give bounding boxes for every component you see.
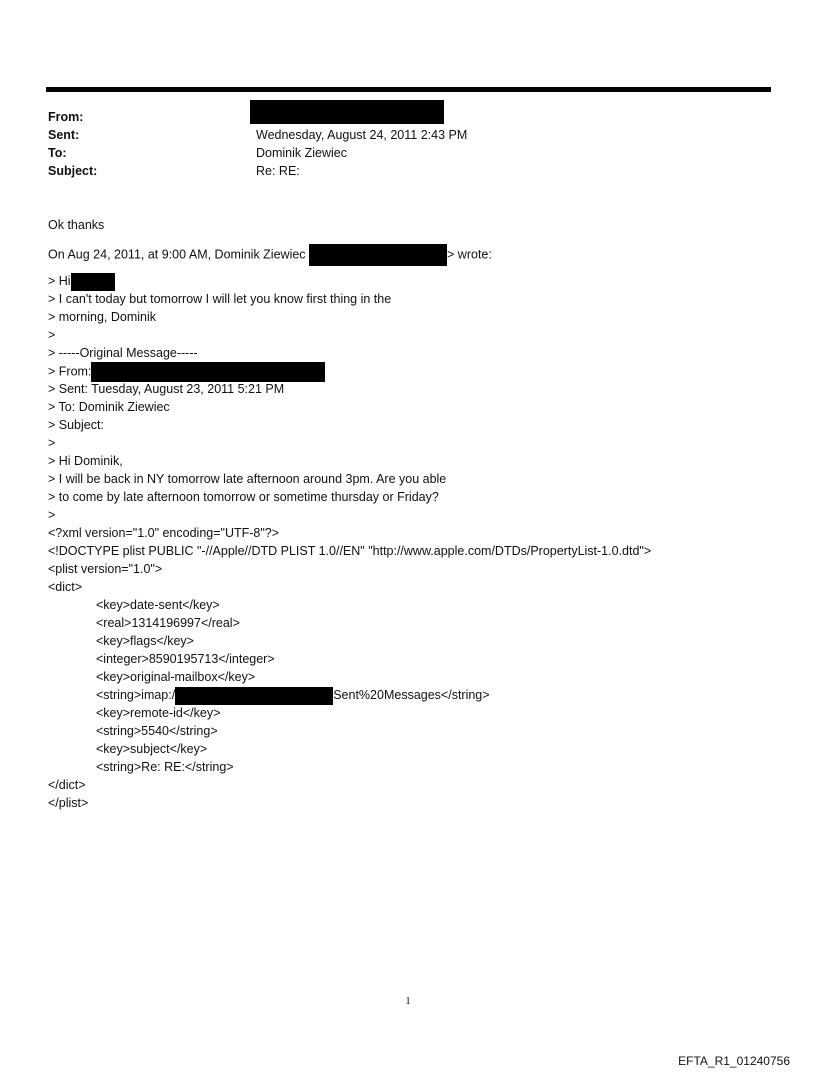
- plist-line: <key>flags</key>: [96, 634, 194, 648]
- plist-mailbox-post: Sent%20Messages</string>: [333, 688, 490, 702]
- quote-line: > to come by late afternoon tomorrow or sometime thursday or Friday?: [48, 490, 439, 504]
- plist-line: </dict>: [48, 778, 86, 792]
- plist-line: <plist version="1.0">: [48, 562, 163, 576]
- quote-line: >: [48, 328, 56, 342]
- plist-line: <key>date-sent</key>: [96, 598, 220, 612]
- quote-line: > Hi Dominik,: [48, 454, 123, 468]
- quote-from-label: > From:: [48, 364, 92, 379]
- to-value: Dominik Ziewiec: [256, 146, 347, 160]
- plist-mailbox-pre: <string>imap:/: [96, 688, 176, 702]
- redaction-from: [250, 100, 444, 124]
- quote-line: >: [48, 436, 56, 450]
- quote-line: > morning, Dominik: [48, 310, 157, 324]
- plist-line: <real>1314196997</real>: [96, 616, 240, 630]
- quote-hi-text: > Hi: [48, 274, 71, 288]
- plist-line: <?xml version="1.0" encoding="UTF-8"?>: [48, 526, 280, 540]
- greeting: Ok thanks: [48, 218, 105, 232]
- quote-line: > Subject:: [48, 418, 104, 432]
- plist-line: <integer>8590195713</integer>: [96, 652, 275, 666]
- quote-line: >: [48, 508, 56, 522]
- quote-intro-post: > wrote:: [447, 247, 492, 262]
- to-label: To:: [48, 146, 67, 160]
- quote-from: [48, 362, 788, 380]
- sent-value: Wednesday, August 24, 2011 2:43 PM: [256, 128, 468, 142]
- plist-line: <key>original-mailbox</key>: [96, 670, 256, 684]
- top-rule: [46, 87, 771, 92]
- plist-line: <string>5540</string>: [96, 724, 218, 738]
- from-label: From:: [48, 110, 84, 124]
- quote-line: > I can't today but tomorrow I will let you know first thing in the: [48, 292, 392, 306]
- plist-line: <key>remote-id</key>: [96, 706, 221, 720]
- subject-value: Re: RE:: [256, 164, 300, 178]
- plist-line: <!DOCTYPE plist PUBLIC "-//Apple//DTD PLIST 1.0//EN" "http://www.apple.com/DTDs/PropertyList-1.0.dtd">: [48, 544, 652, 558]
- plist-line: <dict>: [48, 580, 83, 594]
- redaction-email: [309, 244, 447, 266]
- quote-line: > Sent: Tuesday, August 23, 2011 5:21 PM: [48, 382, 285, 396]
- plist-line: </plist>: [48, 796, 89, 810]
- redaction-name: [71, 273, 115, 291]
- redaction-quote-from: [91, 362, 325, 382]
- plist-line: <string>Re: RE:</string>: [96, 760, 234, 774]
- quote-hi: [48, 272, 788, 290]
- email-body: [48, 216, 788, 812]
- quote-line: > -----Original Message-----: [48, 346, 198, 360]
- plist-line: <key>subject</key>: [96, 742, 208, 756]
- redaction-mailbox: [175, 687, 333, 705]
- quote-line: > To: Dominik Ziewiec: [48, 400, 170, 414]
- quote-intro: [48, 244, 788, 262]
- plist-mailbox-line: [48, 686, 788, 704]
- bates-number: EFTA_R1_01240756: [678, 1054, 790, 1068]
- quote-intro-pre: On Aug 24, 2011, at 9:00 AM, Dominik Ziewiec: [48, 247, 310, 262]
- subject-label: Subject:: [48, 164, 98, 178]
- sent-label: Sent:: [48, 128, 80, 142]
- page-number: 1: [405, 995, 411, 1007]
- quote-line: > I will be back in NY tomorrow late afternoon around 3pm. Are you able: [48, 472, 447, 486]
